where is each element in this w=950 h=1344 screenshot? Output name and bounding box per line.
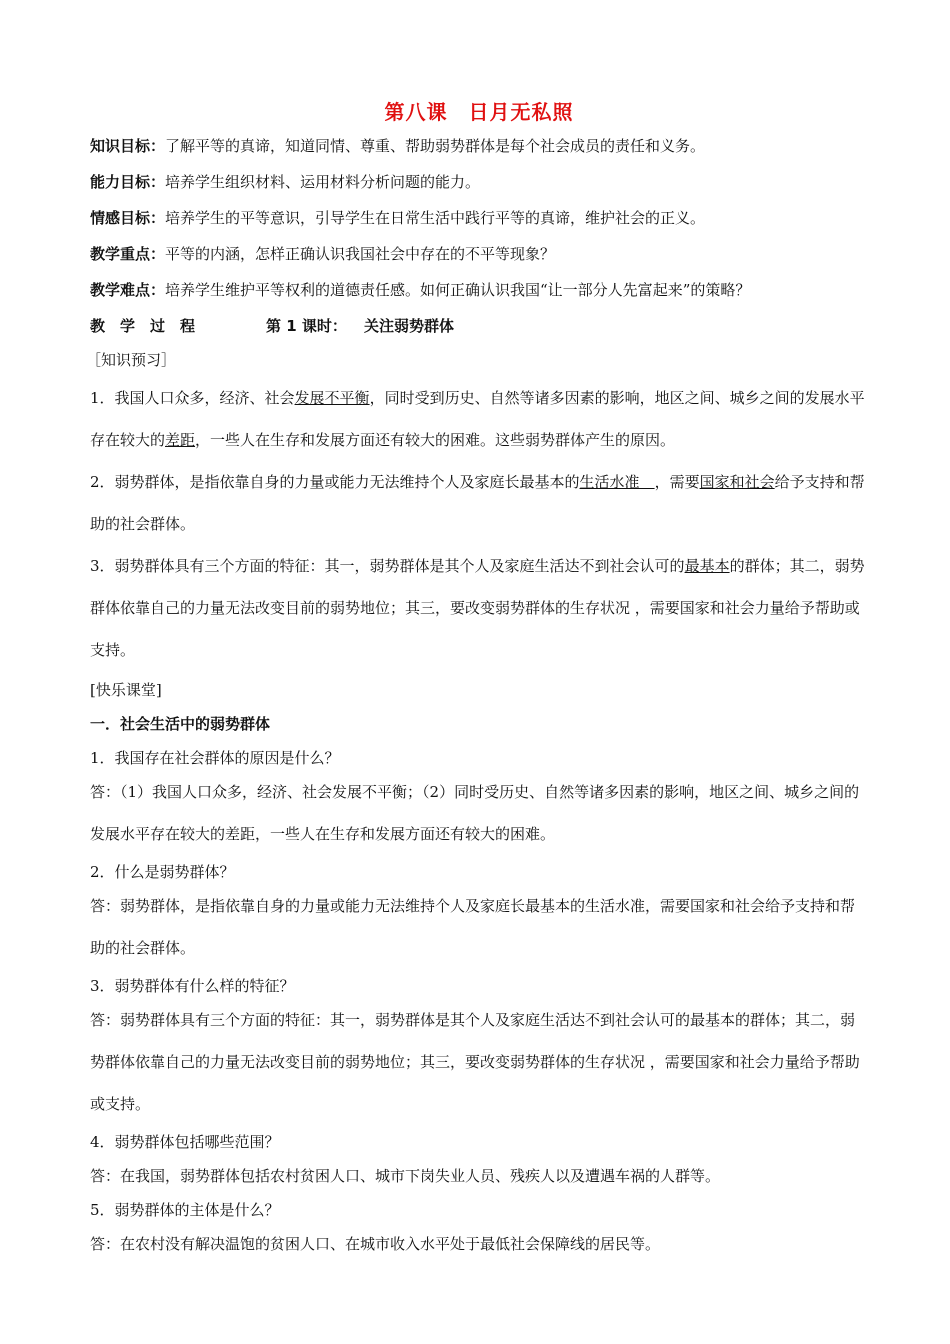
goal-label: 知识目标：	[90, 137, 166, 155]
question-1: 1．我国存在社会群体的原因是什么？	[90, 749, 340, 767]
teaching-focus	[90, 243, 868, 265]
goal-text: 了解平等的真谛，知道同情、尊重、帮助弱势群体是每个社会成员的责任和义务。	[165, 137, 706, 155]
goal-text: 培养学生维护平等权利的道德责任感。如何正确认识我国“让一部分人先富起来”的策略？	[165, 281, 751, 299]
preview-heading: ［知识预习］	[86, 351, 177, 369]
question-5: 5．弱势群体的主体是什么？	[90, 1201, 280, 1219]
preview-item-2	[90, 461, 868, 545]
goal-text: 平等的内涵，怎样正确认识我国社会中存在的不平等现象？	[165, 245, 556, 263]
section-heading: 一．社会生活中的弱势群体	[90, 715, 271, 733]
answer-1: 答：（1）我国人口众多，经济、社会发展不平衡；（2）同时受历史、自然等诸多因素的影响，地区之间、城乡之间的发展水平存在较大的差距，一些人在生存和发展方面还有较大的困难。	[90, 783, 860, 843]
goal-text: 培养学生的平等意识，引导学生在日常生活中践行平等的真谛，维护社会的正义。	[165, 209, 706, 227]
preview-item-1	[90, 377, 868, 461]
goal-knowledge	[90, 135, 868, 157]
text-segment: 2．弱势群体，是指依靠自身的力量或能力无法维持个人及家庭长最基本的	[90, 473, 580, 491]
underlined-answer: 最基本	[684, 557, 730, 575]
text-segment: 的群体；其二，弱势群体依靠自己的力量无法改变目前的弱势地位；其三，要改变弱势群体的生存状况 ，需要国家和社会力量给予帮助或支持。	[90, 557, 865, 659]
answer-4: 答：在我国，弱势群体包括农村贫困人口、城市下岗失业人员、残疾人以及遭遇车祸的人群等。	[90, 1167, 721, 1185]
answer-5: 答：在农村没有解决温饱的贫困人口、在城市收入水平处于最低社会保障线的居民等。	[90, 1235, 661, 1253]
answer-3: 答：弱势群体具有三个方面的特征：其一，弱势群体是其个人及家庭生活达不到社会认可的最基本的群体；其二，弱势群体依靠自己的力量无法改变目前的弱势地位；其三，要改变弱势群体的生存状况 ，需要国家和社会力量给予帮助或支持。	[90, 1011, 860, 1113]
goal-label: 情感目标：	[90, 209, 166, 227]
question-3: 3．弱势群体有什么样的特征？	[90, 977, 295, 995]
teaching-difficulty	[90, 279, 868, 301]
underlined-answer: 国家和社会	[699, 473, 775, 491]
classroom-heading: [快乐课堂]	[90, 681, 162, 699]
goal-label: 能力目标：	[90, 173, 166, 191]
question-4: 4．弱势群体包括哪些范围？	[90, 1133, 280, 1151]
lesson-number: 第 1 课时：	[266, 317, 347, 335]
lesson-title: 第八课 日月无私照	[384, 100, 574, 124]
lesson-topic: 关注弱势群体	[364, 317, 455, 335]
preview-item-3	[90, 545, 868, 671]
text-segment: ，同时受到历史、自然等诸多因素的影响，地区之间、城乡之间的发展水平存在较大的	[90, 389, 865, 449]
answer-2: 答：弱势群体，是指依靠自身的力量或能力无法维持个人及家庭长最基本的生活水准，需要国家和社会给予支持和帮助的社会群体。	[90, 897, 856, 957]
underlined-answer: 发展不平衡	[294, 389, 370, 407]
text-segment: ，一些人在生存和发展方面还有较大的困难。这些弱势群体产生的原因。	[195, 431, 676, 449]
text-segment: 3．弱势群体具有三个方面的特征：其一，弱势群体是其个人及家庭生活达不到社会认可的	[90, 557, 685, 575]
goal-emotion	[90, 207, 868, 229]
goal-ability	[90, 171, 868, 193]
goal-label: 教学难点：	[90, 281, 166, 299]
process-label: 教 学 过 程	[90, 317, 196, 335]
teaching-process-header	[90, 315, 868, 337]
text-segment: 1．我国人口众多，经济、社会	[90, 389, 295, 407]
text-segment: 给予支持和帮助的社会群体。	[90, 473, 865, 533]
goal-label: 教学重点：	[90, 245, 166, 263]
text-segment: ，需要	[654, 473, 700, 491]
goal-text: 培养学生组织材料、运用材料分析问题的能力。	[165, 173, 481, 191]
underlined-answer: 差距	[165, 431, 196, 449]
question-2: 2．什么是弱势群体？	[90, 863, 235, 881]
underlined-answer: 生活水准	[579, 473, 655, 491]
